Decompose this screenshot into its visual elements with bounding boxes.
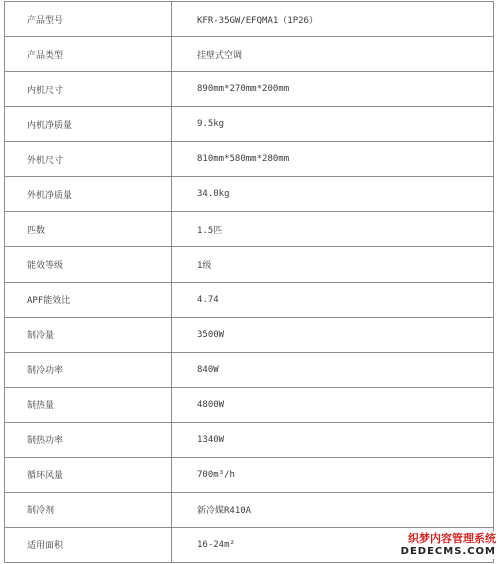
- spec-label: 产品型号: [5, 2, 172, 37]
- spec-label: 产品类型: [5, 37, 172, 72]
- spec-value: 1340W: [172, 422, 494, 457]
- spec-label: 制热功率: [5, 422, 172, 457]
- spec-value: 新冷媒R410A: [172, 492, 494, 527]
- spec-value: 4.74: [172, 282, 494, 317]
- table-row: [5, 247, 494, 282]
- spec-value: 3500W: [172, 317, 494, 352]
- spec-value: 810mm*580mm*280mm: [172, 142, 494, 177]
- table-row: [5, 2, 494, 37]
- spec-label: 制冷量: [5, 317, 172, 352]
- spec-label: 能效等级: [5, 247, 172, 282]
- spec-value: 1级: [172, 247, 494, 282]
- spec-label: 制热量: [5, 387, 172, 422]
- spec-value: 1.5匹: [172, 212, 494, 247]
- watermark-logo: [390, 531, 496, 559]
- spec-value: 34.0kg: [172, 177, 494, 212]
- watermark-title: 织梦内容管理系统: [408, 532, 496, 545]
- spec-value: KFR-35GW/EFQMA1（1P26）: [172, 2, 494, 37]
- spec-value: 9.5kg: [172, 107, 494, 142]
- table-row: [5, 282, 494, 317]
- spec-value: 4800W: [172, 387, 494, 422]
- spec-value: 840W: [172, 352, 494, 387]
- spec-label: 制冷功率: [5, 352, 172, 387]
- spec-label: APF能效比: [5, 282, 172, 317]
- table-row: [5, 142, 494, 177]
- spec-label: 适用面积: [5, 527, 172, 562]
- spec-label: 外机净质量: [5, 177, 172, 212]
- spec-label: 制冷剂: [5, 492, 172, 527]
- spec-label: 匹数: [5, 212, 172, 247]
- spec-table: [4, 1, 494, 563]
- table-row: [5, 212, 494, 247]
- table-row: [5, 387, 494, 422]
- table-row: [5, 72, 494, 107]
- spec-value: 890mm*270mm*200mm: [172, 72, 494, 107]
- spec-table-body: [5, 2, 494, 563]
- table-row: [5, 352, 494, 387]
- table-row: [5, 492, 494, 527]
- spec-label: 循环风量: [5, 457, 172, 492]
- spec-value: 16-24m²: [172, 527, 494, 562]
- table-row: [5, 107, 494, 142]
- table-row: [5, 177, 494, 212]
- spec-label: 外机尺寸: [5, 142, 172, 177]
- watermark-domain: DEDECMS.COM: [400, 546, 496, 557]
- table-row: [5, 422, 494, 457]
- table-row: [5, 457, 494, 492]
- spec-value: 700m³/h: [172, 457, 494, 492]
- table-row: [5, 317, 494, 352]
- table-row: [5, 37, 494, 72]
- spec-label: 内机净质量: [5, 107, 172, 142]
- spec-value: 挂壁式空调: [172, 37, 494, 72]
- spec-label: 内机尺寸: [5, 72, 172, 107]
